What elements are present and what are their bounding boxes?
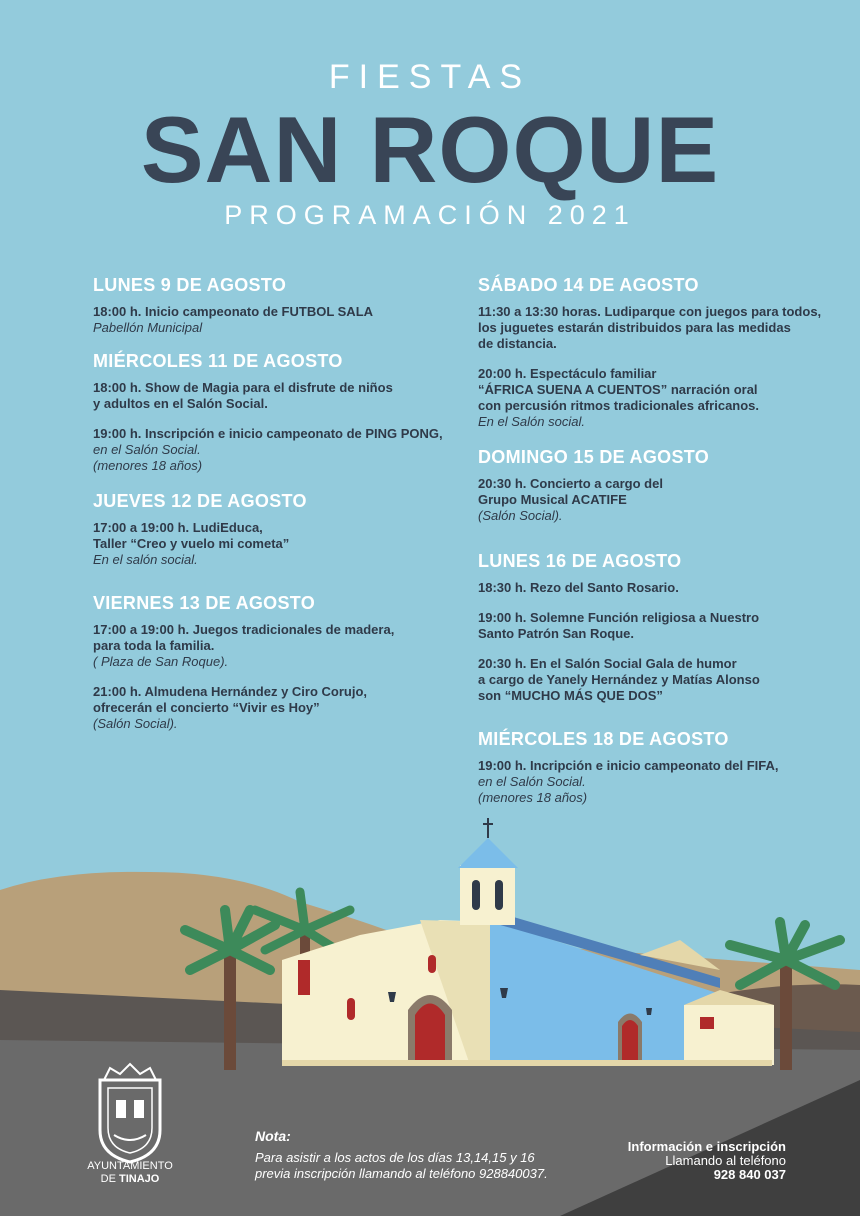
event-text: “ÁFRICA SUENA A CUENTOS” narración oral bbox=[478, 382, 758, 397]
nota-line-1: Para asistir a los actos de los días 13,14,15 y 16 bbox=[255, 1150, 535, 1165]
event-item bbox=[478, 366, 848, 430]
day-heading: VIERNES 13 DE AGOSTO bbox=[93, 593, 316, 613]
event-item bbox=[478, 304, 848, 352]
event-text: 20:30 h. En el Salón Social Gala de humor bbox=[478, 656, 737, 671]
event-location-note: ( Plaza de San Roque). bbox=[93, 654, 229, 669]
day-heading: MIÉRCOLES 18 DE AGOSTO bbox=[478, 729, 729, 749]
event-text: 11:30 a 13:30 horas. Ludiparque con juegos para todos, bbox=[478, 304, 822, 319]
nota-label: Nota: bbox=[255, 1128, 291, 1144]
ayto-line1: AYUNTAMIENTO bbox=[87, 1160, 173, 1172]
event-text: 17:00 a 19:00 h. LudiEduca, bbox=[93, 520, 263, 535]
program-right-column bbox=[478, 272, 848, 806]
event-item bbox=[93, 380, 453, 412]
header-subtitle: PROGRAMACIÓN 2021 bbox=[224, 200, 636, 230]
event-text: son “MUCHO MÁS QUE DOS” bbox=[478, 688, 663, 703]
church-base bbox=[282, 1060, 772, 1066]
ayuntamiento-label bbox=[80, 1160, 180, 1186]
event-text: 17:00 a 19:00 h. Juegos tradicionales de madera, bbox=[93, 622, 395, 637]
event-location-note: En el salón social. bbox=[93, 552, 198, 567]
program-day bbox=[93, 488, 453, 568]
info-phone: 928 840 037 bbox=[713, 1167, 786, 1182]
event-location-note: en el Salón Social. bbox=[93, 442, 201, 457]
event-location-note: (Salón Social). bbox=[478, 508, 563, 523]
event-text: ofrecerán el concierto “Vivir es Hoy” bbox=[93, 700, 320, 715]
program-day bbox=[478, 272, 848, 430]
ayto-line2 bbox=[80, 1173, 180, 1186]
event-text: 18:30 h. Rezo del Santo Rosario. bbox=[478, 580, 679, 595]
page-title: SAN ROQUE bbox=[140, 97, 720, 202]
facade-window-small bbox=[347, 998, 355, 1020]
program-day bbox=[93, 590, 453, 732]
facade-window bbox=[298, 960, 310, 995]
event-item bbox=[93, 520, 453, 568]
program-day bbox=[478, 726, 848, 806]
ayto-line2-prefix: DE bbox=[100, 1173, 116, 1185]
event-text: 21:00 h. Almudena Hernández y Ciro Corujo, bbox=[93, 684, 368, 699]
day-heading: DOMINGO 15 DE AGOSTO bbox=[478, 447, 710, 467]
event-location-note: Pabellón Municipal bbox=[93, 320, 203, 335]
day-heading: MIÉRCOLES 11 DE AGOSTO bbox=[93, 351, 343, 371]
program-day bbox=[478, 548, 848, 704]
event-text: 20:00 h. Espectáculo familiar bbox=[478, 366, 657, 381]
event-text: a cargo de Yanely Hernández y Matías Alonso bbox=[478, 672, 760, 687]
event-item bbox=[93, 304, 453, 336]
event-text: y adultos en el Salón Social. bbox=[93, 396, 268, 411]
info-subtitle: Llamando al teléfono bbox=[665, 1153, 786, 1168]
event-item bbox=[478, 476, 848, 524]
nota-line-2: previa inscripción llamando al teléfono 928840037. bbox=[255, 1166, 548, 1181]
event-text: 19:00 h. Inscripción e inicio campeonato de PING PONG, bbox=[93, 426, 443, 441]
event-item bbox=[478, 580, 848, 596]
lamp-icon-3 bbox=[646, 1008, 652, 1015]
facade-window-top bbox=[428, 955, 436, 973]
event-text: Taller “Creo y vuelo mi cometa” bbox=[93, 536, 290, 551]
event-item bbox=[478, 758, 848, 806]
annex-window bbox=[700, 1017, 714, 1029]
event-text: Grupo Musical ACATIFE bbox=[478, 492, 627, 507]
event-location-note: en el Salón Social. bbox=[478, 774, 586, 789]
event-item bbox=[93, 622, 453, 670]
event-item bbox=[93, 426, 453, 474]
event-text: Santo Patrón San Roque. bbox=[478, 626, 635, 641]
program-left-column bbox=[93, 272, 453, 732]
program-day bbox=[93, 272, 453, 336]
day-heading: JUEVES 12 DE AGOSTO bbox=[93, 491, 307, 511]
day-heading: LUNES 16 DE AGOSTO bbox=[478, 551, 682, 571]
day-heading: LUNES 9 DE AGOSTO bbox=[93, 275, 287, 295]
bell-window bbox=[472, 880, 480, 910]
program-day bbox=[478, 444, 848, 524]
event-text: los juguetes estarán distribuidos para las medidas bbox=[478, 320, 791, 335]
event-location-note: (menores 18 años) bbox=[93, 458, 203, 473]
event-text: con percusión ritmos tradicionales africanos. bbox=[478, 398, 760, 413]
event-text: de distancia. bbox=[478, 336, 557, 351]
day-heading: SÁBADO 14 DE AGOSTO bbox=[478, 275, 699, 295]
event-text: para toda la familia. bbox=[93, 638, 215, 653]
event-text: 20:30 h. Concierto a cargo del bbox=[478, 476, 663, 491]
bell-window-2 bbox=[495, 880, 503, 910]
event-text: 18:00 h. Show de Magia para el disfrute de niños bbox=[93, 380, 393, 395]
info-title: Información e inscripción bbox=[627, 1139, 786, 1154]
event-item bbox=[478, 610, 848, 642]
event-location-note: (menores 18 años) bbox=[478, 790, 588, 805]
bell-tower-roof bbox=[458, 838, 518, 868]
ayto-line2-name: TINAJO bbox=[119, 1173, 160, 1185]
event-item bbox=[478, 656, 848, 704]
event-location-note: (Salón Social). bbox=[93, 716, 178, 731]
side-annex bbox=[684, 1005, 774, 1065]
event-item bbox=[93, 684, 453, 732]
header-fiestas: FIESTAS bbox=[328, 58, 532, 96]
event-text: 18:00 h. Inicio campeonato de FUTBOL SALA bbox=[93, 304, 374, 319]
bell-tower bbox=[460, 865, 515, 925]
program-day bbox=[93, 348, 453, 474]
event-text: 19:00 h. Incripción e inicio campeonato del FIFA, bbox=[478, 758, 779, 773]
event-text: 19:00 h. Solemne Función religiosa a Nuestro bbox=[478, 610, 760, 625]
event-location-note: En el Salón social. bbox=[478, 414, 585, 429]
